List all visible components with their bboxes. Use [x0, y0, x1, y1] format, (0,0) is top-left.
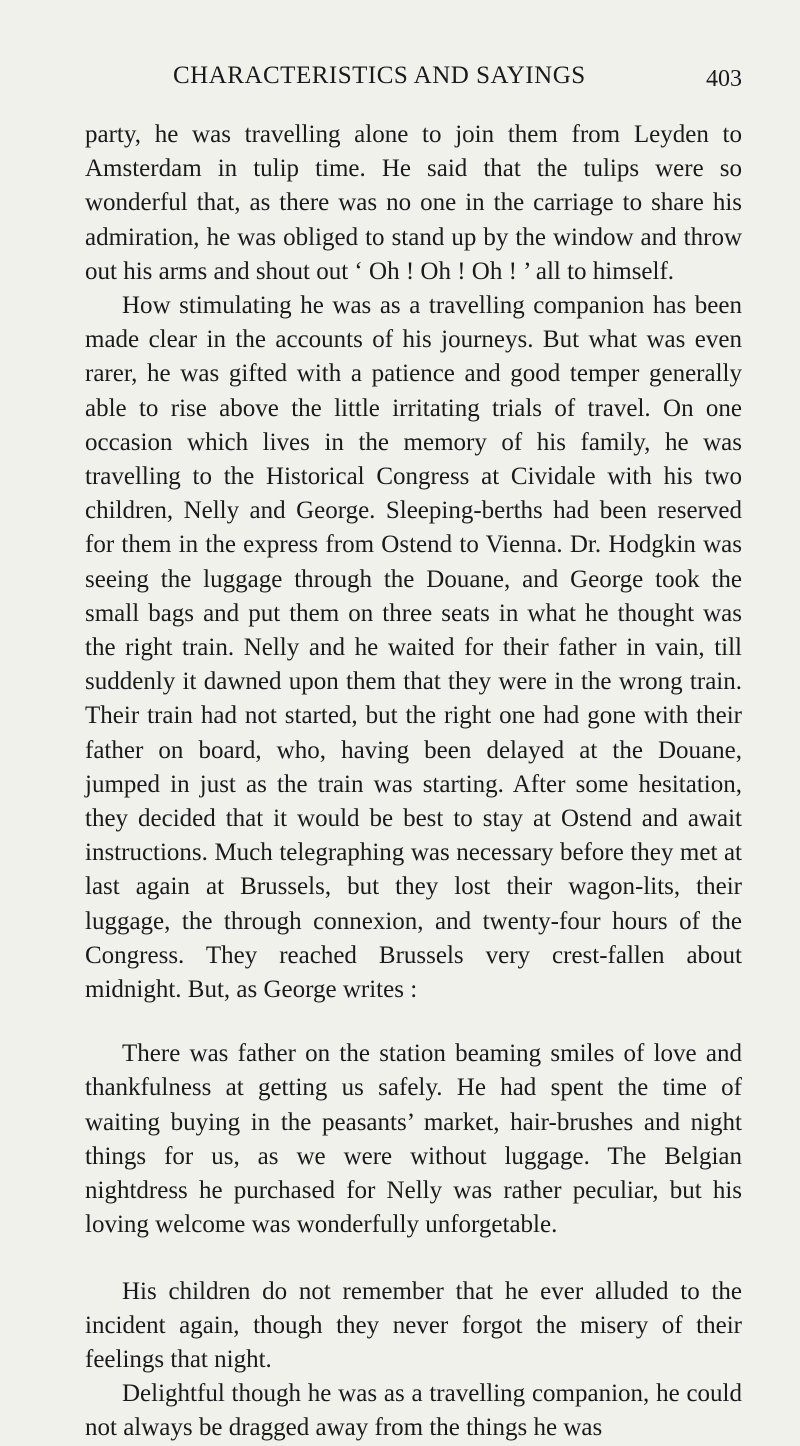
running-title: CHARACTERISTICS AND SAYINGS — [173, 62, 586, 89]
running-header — [85, 0, 742, 92]
block-quote: There was father on the station beaming smiles of love and thankfulness at getting us safely. He had spent the time of waiting buying in the peasants’ market, hair-brushes and night things for us, as we were without luggage. The Belgian nightdress he purchased for Nelly was rather peculiar, but his loving welcome was wonderfully unforgetable. — [85, 1040, 742, 1239]
paragraph-continued: party, he was travelling alone to join them from Leyden to Amsterdam in tulip time. He said that the tulips were so wonderful that, as there was no one in the carriage to share his admiration, he was obliged to stand up by the window and throw out his arms and shout out ‘ Oh ! Oh ! Oh ! ’ all to himself. — [85, 121, 742, 285]
paragraph-travelling-companion: How stimulating he was as a travelling companion has been made clear in the accounts of his journeys. But what was even rarer, he was gifted with a patience and good temper generally able to rise above the little irritating trials of travel. On one occasion which lives in the memory of his family, he was travelling to the Historical Congress at Cividale with his two children, Nelly and George. Sleeping-berths had been reserved for them in the express from Ostend to Vienna. Dr. Hodgkin was seeing the luggage through the Douane, and George took the small bags and put them on three seats in what he thought was the right train. Nelly and he waited for their father in vain, till suddenly it dawned upon them that they were in the wrong train. Their train had not started, but the right one had gone with their father on board, who, having been delayed at the Douane, jumped in just as the train was starting. After some hesitation, they decided that it would be best to stay at Ostend and await instructions. Much telegraphing was necessary before they met at last again at Brussels, but they lost their wagon-lits, their luggage, the through connexion, and twenty-four hours of the Congress. They reached Brussels very crest-fallen about midnight. But, as George writes : — [85, 292, 742, 1004]
paragraph-delightful: Delightful though he was as a travelling companion, he could not always be dragged away from the things he was — [85, 1380, 742, 1442]
page-number: 403 — [706, 66, 742, 92]
body-text — [85, 118, 742, 1446]
paragraph-children-remember: His children do not remember that he ever alluded to the incident again, though they never forgot the misery of their feelings that night. — [85, 1277, 742, 1373]
